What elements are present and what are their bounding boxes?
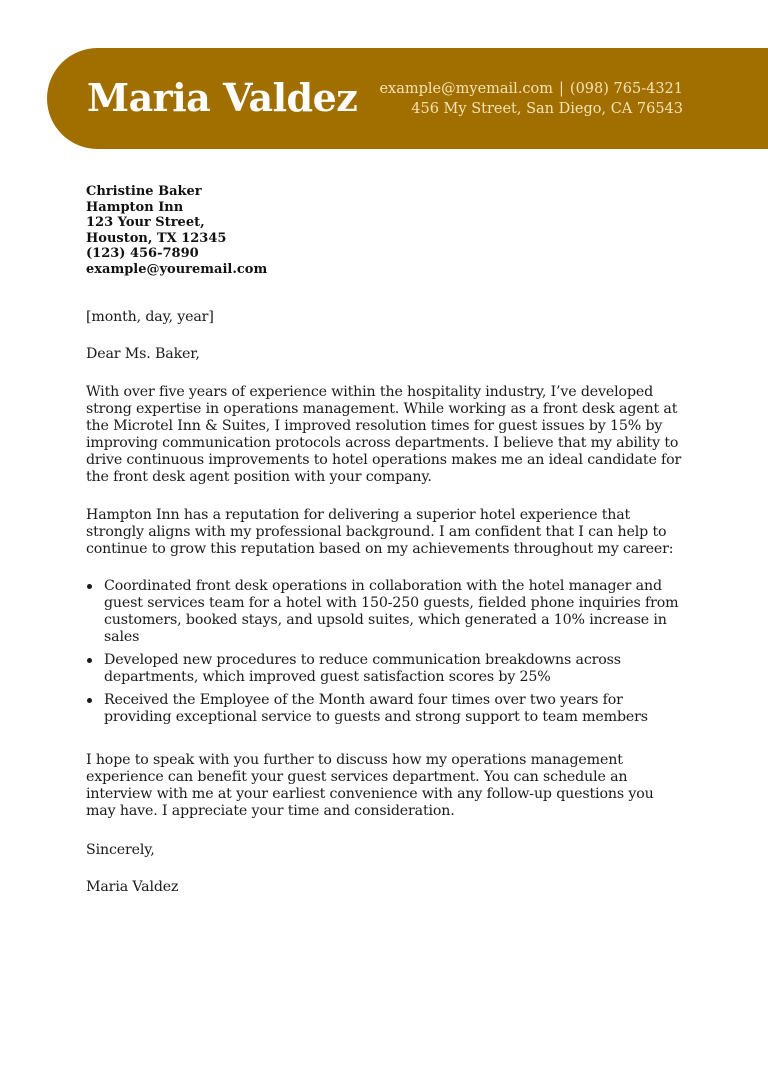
sender-phone: (098) 765-4321 — [569, 81, 683, 97]
paragraph-company: Hampton Inn has a reputation for delivering a superior hotel experience that strongly aligns with my professional background. I am confident that I can help to continue to grow this reputation based on my achievements throughout my career: — [86, 507, 674, 557]
recipient-phone: (123) 456-7890 — [86, 246, 199, 261]
sender-email: example@myemail.com — [379, 81, 554, 97]
salutation: Dear Ms. Baker, — [86, 346, 200, 362]
recipient-city: Houston, TX 12345 — [86, 230, 227, 246]
bullet-icon — [87, 584, 92, 589]
closing: Sincerely, — [86, 842, 155, 858]
list-item — [86, 692, 686, 726]
letter-date: [month, day, year] — [86, 309, 214, 325]
list-item-text: Developed new procedures to reduce communication breakdowns across departments, which improved guest satisfaction scores by 25% — [104, 652, 621, 685]
list-item — [86, 652, 686, 686]
sender-contact — [379, 79, 683, 119]
signature-name: Maria Valdez — [86, 879, 179, 895]
list-item-text: Coordinated front desk operations in collaboration with the hotel manager and guest services team for a hotel with 150-250 guests, fielded phone inquiries from customers, booked stays, and upsold suites, which generated a 10% increase in sales — [104, 578, 679, 645]
sender-address: 456 My Street, San Diego, CA 76543 — [411, 101, 683, 117]
recipient-name: Christine Baker — [86, 184, 202, 199]
header-banner — [47, 48, 768, 149]
recipient-email: example@youremail.com — [86, 261, 268, 277]
recipient-street: 123 Your Street, — [86, 215, 205, 230]
bullet-icon — [87, 698, 92, 703]
paragraph-intro: With over five years of experience within the hospitality industry, I’ve developed strong expertise in operations management. While working as a front desk agent at the Microtel Inn & Suites, I improved resolution times for guest issues by 15% by improving communication protocols across departments. I believe that my ability to drive continuous improvements to hotel operations makes me an ideal candidate for the front desk agent position with your company. — [86, 384, 682, 485]
paragraph-closing: I hope to speak with you further to discuss how my operations management experience can benefit your guest services department. You can schedule an interview with me at your earliest convenience with any follow-up questions you may have. I appreciate your time and consideration. — [86, 752, 654, 819]
list-item-text: Received the Employee of the Month award four times over two years for providing exceptional service to guests and strong support to team members — [104, 692, 648, 725]
sender-name: Maria Valdez — [87, 75, 358, 120]
bullet-icon — [87, 658, 92, 663]
recipient-company: Hampton Inn — [86, 199, 184, 215]
recipient-block — [86, 184, 267, 277]
sender-contact-line-1 — [379, 79, 683, 99]
achievements-list — [86, 578, 686, 732]
contact-separator: | — [559, 81, 564, 97]
list-item — [86, 578, 686, 646]
